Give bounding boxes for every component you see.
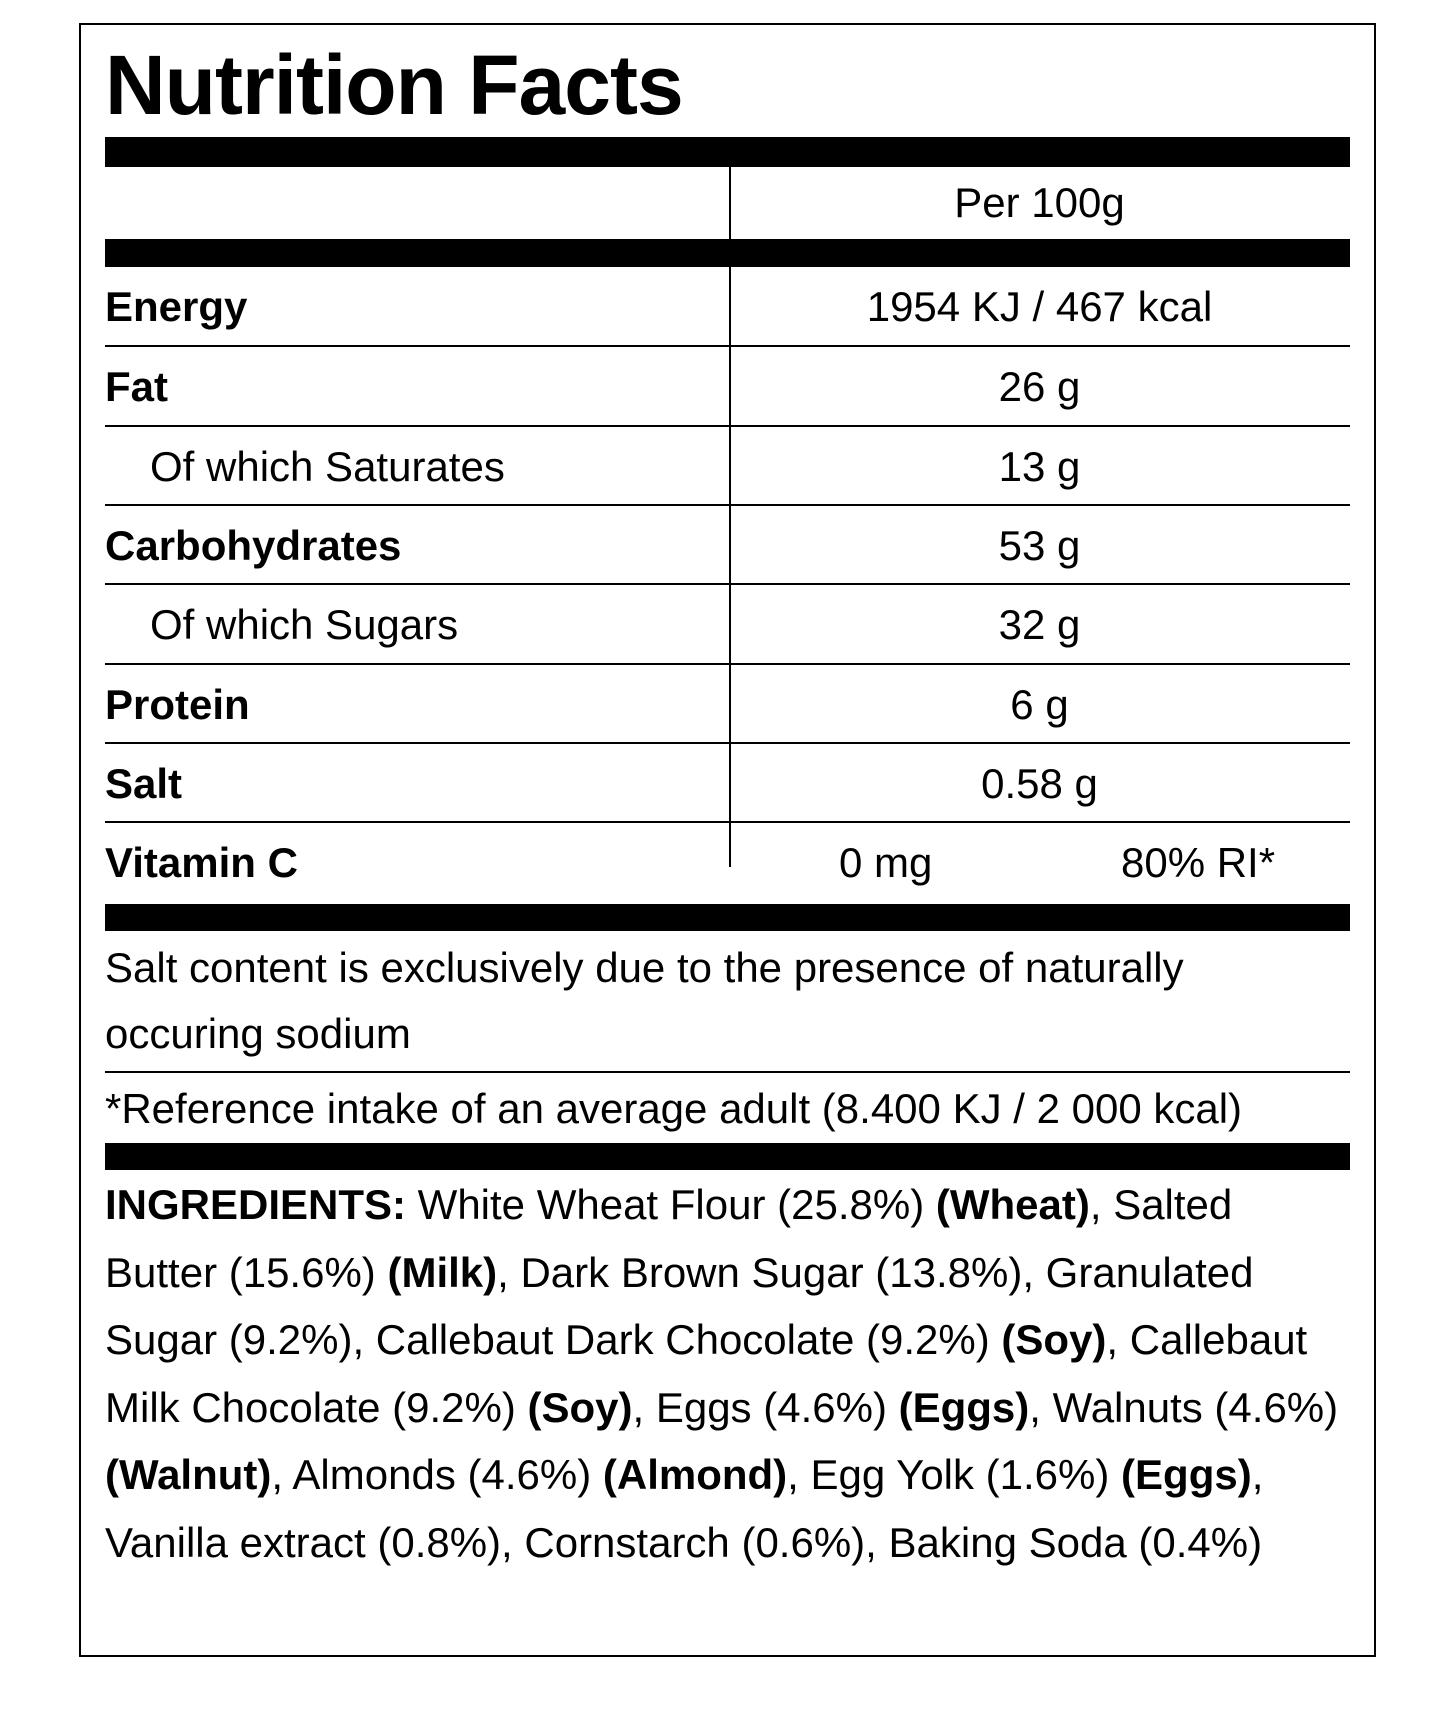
vitamin-c-amount: 0 mg — [839, 838, 933, 886]
vitamin-c-ri: 80% RI* — [1121, 838, 1276, 886]
ingredient-text: Eggs (4.6%) — [655, 1383, 899, 1431]
nutrient-name: Salt — [105, 759, 183, 807]
allergen: (Wheat) — [935, 1181, 1090, 1228]
nutrient-row-carbohydrates — [105, 506, 1350, 585]
nutrient-value: 6 g — [1010, 680, 1069, 728]
note-divider — [105, 1071, 1350, 1073]
nutrient-value: 26 g — [998, 362, 1081, 410]
header-row — [105, 167, 1350, 239]
ingredient-text: Callebaut Milk Chocolate (9.2%) — [105, 1316, 1308, 1431]
allergen: (Milk) — [387, 1248, 498, 1296]
allergen: (Soy) — [1001, 1316, 1107, 1363]
ingredient-separator: , — [1029, 1383, 1053, 1431]
ingredients-heading: INGREDIENTS: — [105, 1181, 407, 1228]
column-header: Per 100g — [954, 179, 1125, 226]
nutrient-value: 13 g — [998, 442, 1081, 490]
nutrient-value — [729, 823, 1350, 902]
nutrient-name: Protein — [105, 680, 250, 728]
ingredient-text: Salted Butter (15.6%) — [105, 1181, 1233, 1296]
allergen: (Eggs) — [898, 1383, 1030, 1431]
nutrient-row-salt — [105, 744, 1350, 823]
ingredient-separator: , — [1106, 1316, 1130, 1363]
nutrient-value: 0.58 g — [981, 759, 1098, 807]
ingredient-text: Almonds (4.6%) — [292, 1451, 603, 1498]
header-thick-bar — [105, 239, 1350, 267]
nutrient-row-vitamin-c — [105, 823, 1350, 902]
allergen: (Almond) — [602, 1451, 788, 1498]
ingredients-thick-bar — [105, 1143, 1350, 1170]
ingredient-separator: , — [1251, 1451, 1264, 1498]
ingredient-separator: , — [271, 1451, 293, 1498]
allergen: (Eggs) — [1121, 1451, 1252, 1498]
nutrient-row-protein — [105, 665, 1350, 744]
nutrient-row-energy — [105, 267, 1350, 346]
label-title: Nutrition Facts — [105, 38, 683, 132]
allergen: (Soy) — [527, 1383, 633, 1431]
ingredient-text: Walnuts (4.6%) — [1052, 1383, 1339, 1431]
nutrient-name: Of which Saturates — [150, 442, 505, 490]
salt-note: Salt content is exclusively due to the presence of naturally occuring sodium — [105, 944, 1184, 1057]
ingredient-text: Vanilla extract (0.8%), Cornstarch (0.6%), Baking Soda (0.4%) — [105, 1518, 1263, 1566]
nutrient-name: Of which Sugars — [150, 600, 459, 648]
ingredient-separator: , — [1089, 1181, 1114, 1228]
ingredient-separator: , — [497, 1248, 521, 1296]
nutrient-name: Energy — [105, 282, 248, 330]
nutrient-name: Carbohydrates — [105, 521, 402, 569]
ingredients-text — [105, 1171, 1350, 1576]
table-bottom-thick-bar — [105, 904, 1350, 931]
nutrient-row-fat — [105, 347, 1350, 426]
ingredient-separator: , — [632, 1383, 656, 1431]
top-thick-bar — [105, 137, 1350, 167]
nutrition-label — [79, 23, 1376, 1657]
ingredient-text: Dark Brown Sugar (13.8%), Granulated Sugar (9.2%), Callebaut Dark Chocolate (9.2%) — [105, 1248, 1254, 1363]
nutrient-value: 1954 KJ / 467 kcal — [866, 282, 1213, 330]
ingredient-text: White Wheat Flour (25.8%) — [406, 1181, 936, 1228]
reference-note: *Reference intake of an average adult (8.400 KJ / 2 000 kcal) — [105, 1085, 1243, 1132]
nutrient-name: Fat — [105, 362, 168, 410]
ingredient-separator: , — [787, 1451, 811, 1498]
nutrient-row-sugars — [105, 585, 1350, 664]
nutrient-value: 53 g — [998, 521, 1081, 569]
ingredient-text: Egg Yolk (1.6%) — [810, 1451, 1122, 1498]
nutrient-name: Vitamin C — [105, 838, 298, 886]
nutrient-row-saturates — [105, 427, 1350, 506]
allergen: (Walnut) — [105, 1451, 272, 1498]
nutrient-value: 32 g — [998, 600, 1081, 648]
